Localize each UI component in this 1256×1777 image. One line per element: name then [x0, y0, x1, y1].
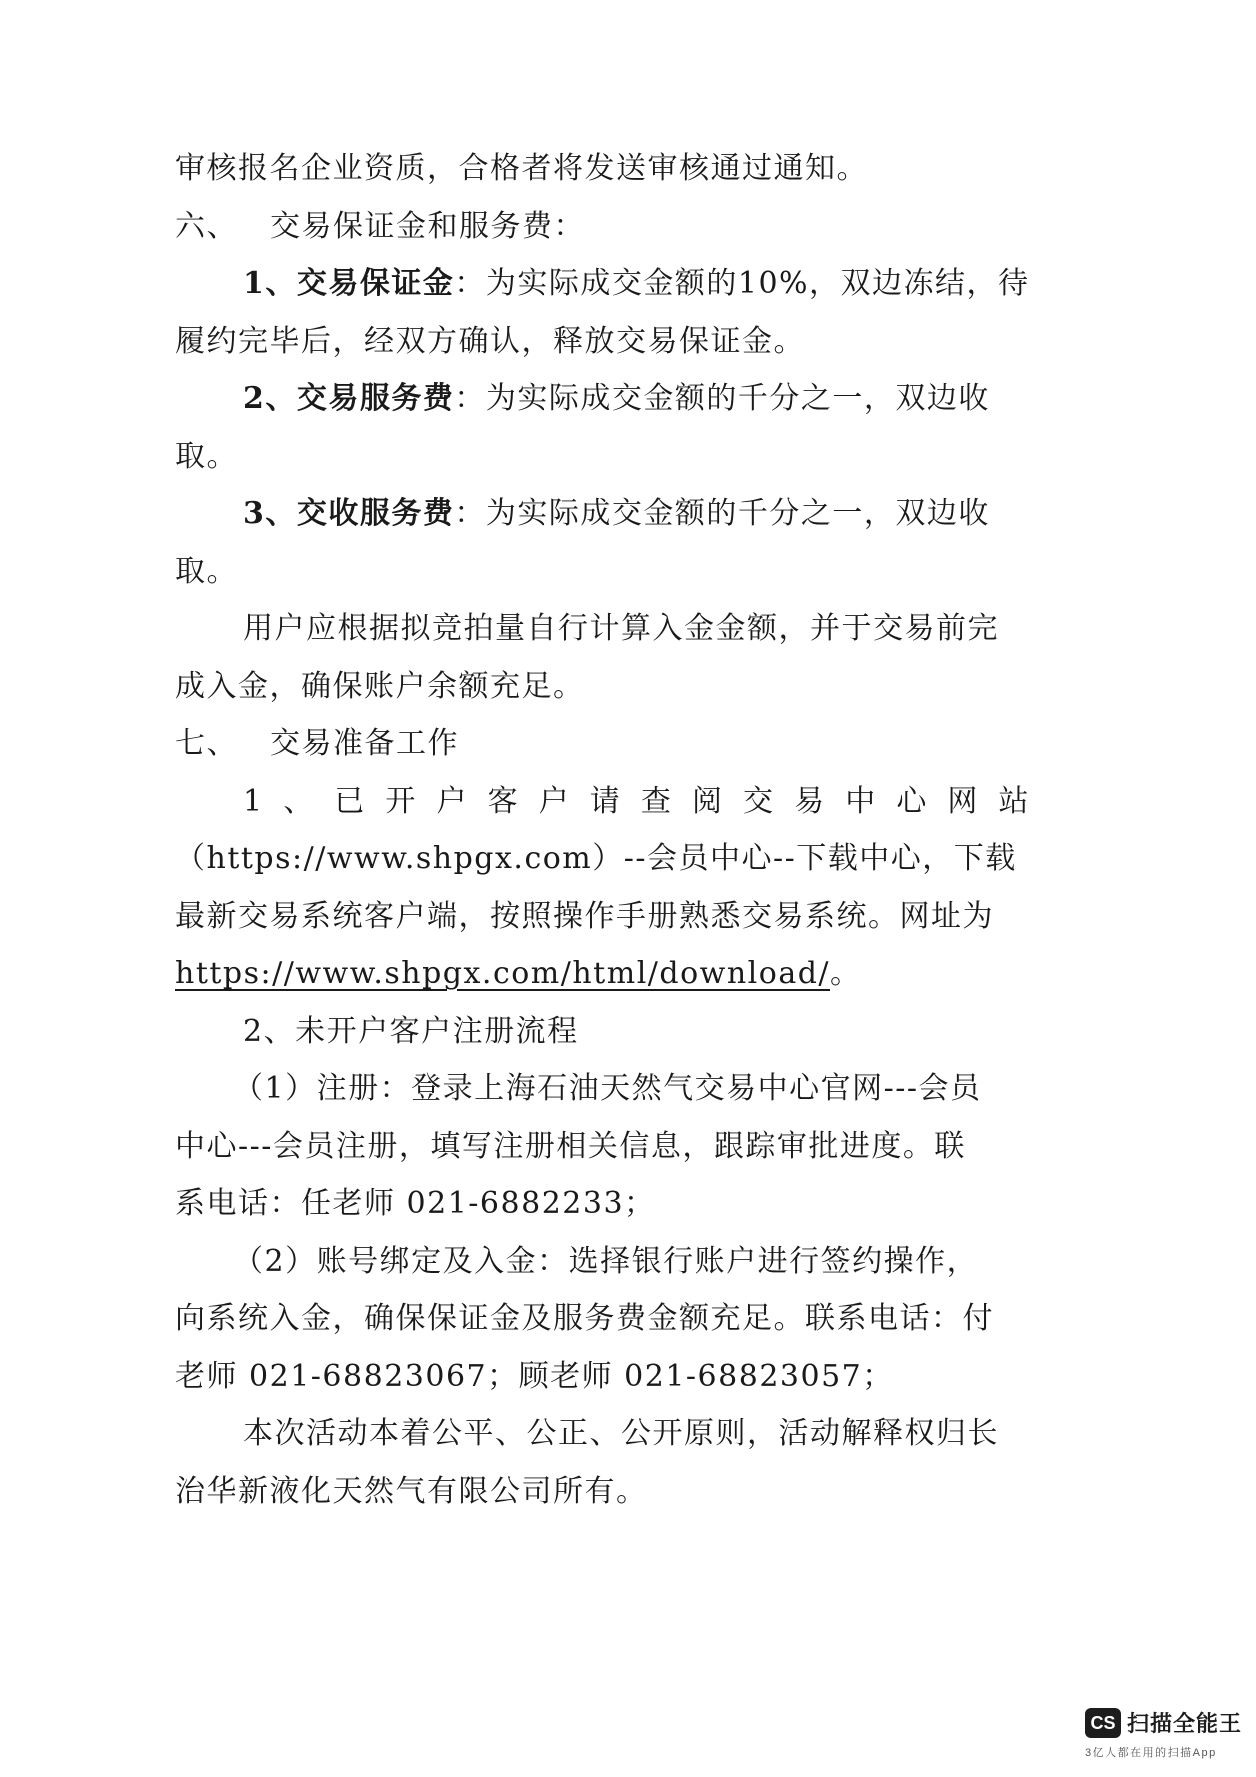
prep-1-line-4	[175, 945, 1030, 1003]
watermark-slogan: 3亿人都在用的扫描App	[1085, 1747, 1217, 1759]
item-2-text: ：为实际成交金额的千分之一，双边收	[454, 381, 990, 416]
prep-1-char: 易	[794, 783, 826, 819]
item-2-label: 2、交易服务费	[243, 381, 455, 416]
prep-1-line-3: 最新交易系统客户端，按照操作手册熟悉交易系统。网址为	[175, 898, 994, 934]
camscanner-logo-icon: CS	[1085, 1708, 1121, 1738]
section-6-heading	[175, 198, 1030, 256]
download-link[interactable]: https://www.shpgx.com/html/download/	[175, 956, 831, 991]
registration-line-2: 中心---会员注册，填写注册相关信息，跟踪审批进度。联	[175, 1128, 966, 1164]
binding-line-3: 老师 021-68823067；顾老师 021-68823057；	[175, 1358, 894, 1394]
prep-1-char: 、	[283, 783, 315, 819]
item-1-line-1	[175, 255, 1030, 313]
section-6-title: 交易保证金和服务费：	[270, 208, 585, 244]
section-7-title: 交易准备工作	[270, 726, 459, 761]
note-line-1: 用户应根据拟竞拍量自行计算入金金额，并于交易前完	[243, 611, 999, 646]
item-1-text: ：为实际成交金额的10%，双边冻结，待	[454, 266, 1030, 301]
prep-1-char: 开	[385, 783, 417, 819]
prep-1-line-1	[175, 773, 1030, 831]
item-1-label: 1、交易保证金	[243, 266, 455, 301]
item-1-line-2: 履约完毕后，经双方确认，释放交易保证金。	[175, 323, 805, 359]
item-2-line-1	[175, 370, 1030, 428]
registration-line-3: 系电话：任老师 021-6882233；	[175, 1186, 656, 1221]
prep-2-title: 2、未开户客户注册流程	[243, 1013, 579, 1049]
prep-1-char: 站	[998, 783, 1030, 819]
watermark-brand	[1085, 1707, 1245, 1738]
scanner-watermark	[1085, 1707, 1245, 1769]
prep-1-char: 心	[896, 783, 928, 819]
closing-line-2: 治华新液化天然气有限公司所有。	[175, 1473, 648, 1509]
prep-1-char: 阅	[691, 783, 724, 819]
prep-1-char: 网	[947, 783, 979, 819]
item-3-text: ：为实际成交金额的千分之一，双边收	[454, 496, 990, 531]
binding-line-2: 向系统入金，确保保证金及服务费金额充足。联系电话：付	[175, 1301, 994, 1336]
item-2-line-2: 取。	[175, 438, 238, 474]
section-7-number: 七、	[175, 726, 238, 761]
download-link-period: 。	[830, 956, 862, 991]
prep-1-char: 客	[487, 783, 520, 819]
document-body	[175, 140, 1030, 1520]
section-7-heading	[175, 715, 1030, 773]
prep-1-char: 1	[243, 783, 264, 819]
item-3-line-1	[175, 485, 1030, 543]
prep-1-char: 请	[589, 783, 622, 819]
prep-1-char: 户	[538, 783, 571, 819]
prep-1-char: 已	[334, 783, 366, 819]
paragraph-review-notice: 审核报名企业资质，合格者将发送审核通过通知。	[175, 151, 868, 186]
registration-line-1: （1）注册：登录上海石油天然气交易中心官网---会员	[233, 1071, 982, 1106]
item-3-line-2: 取。	[175, 553, 238, 589]
prep-1-char: 中	[845, 783, 877, 819]
prep-1-line-2: （https://www.shpgx.com）--会员中心--下载中心，下载	[175, 841, 1017, 876]
watermark-app-name: 扫描全能王	[1127, 1711, 1243, 1736]
prep-1-char: 交	[743, 783, 775, 819]
binding-line-1: （2）账号绑定及入金：选择银行账户进行签约操作，	[233, 1243, 979, 1279]
section-6-number: 六、	[175, 208, 238, 244]
closing-line-1: 本次活动本着公平、公正、公开原则，活动解释权归长	[243, 1416, 999, 1451]
note-line-2: 成入金，确保账户余额充足。	[175, 668, 585, 704]
prep-1-char: 户	[436, 783, 468, 819]
prep-1-char: 查	[640, 783, 673, 819]
item-3-label: 3、交收服务费	[243, 496, 455, 531]
